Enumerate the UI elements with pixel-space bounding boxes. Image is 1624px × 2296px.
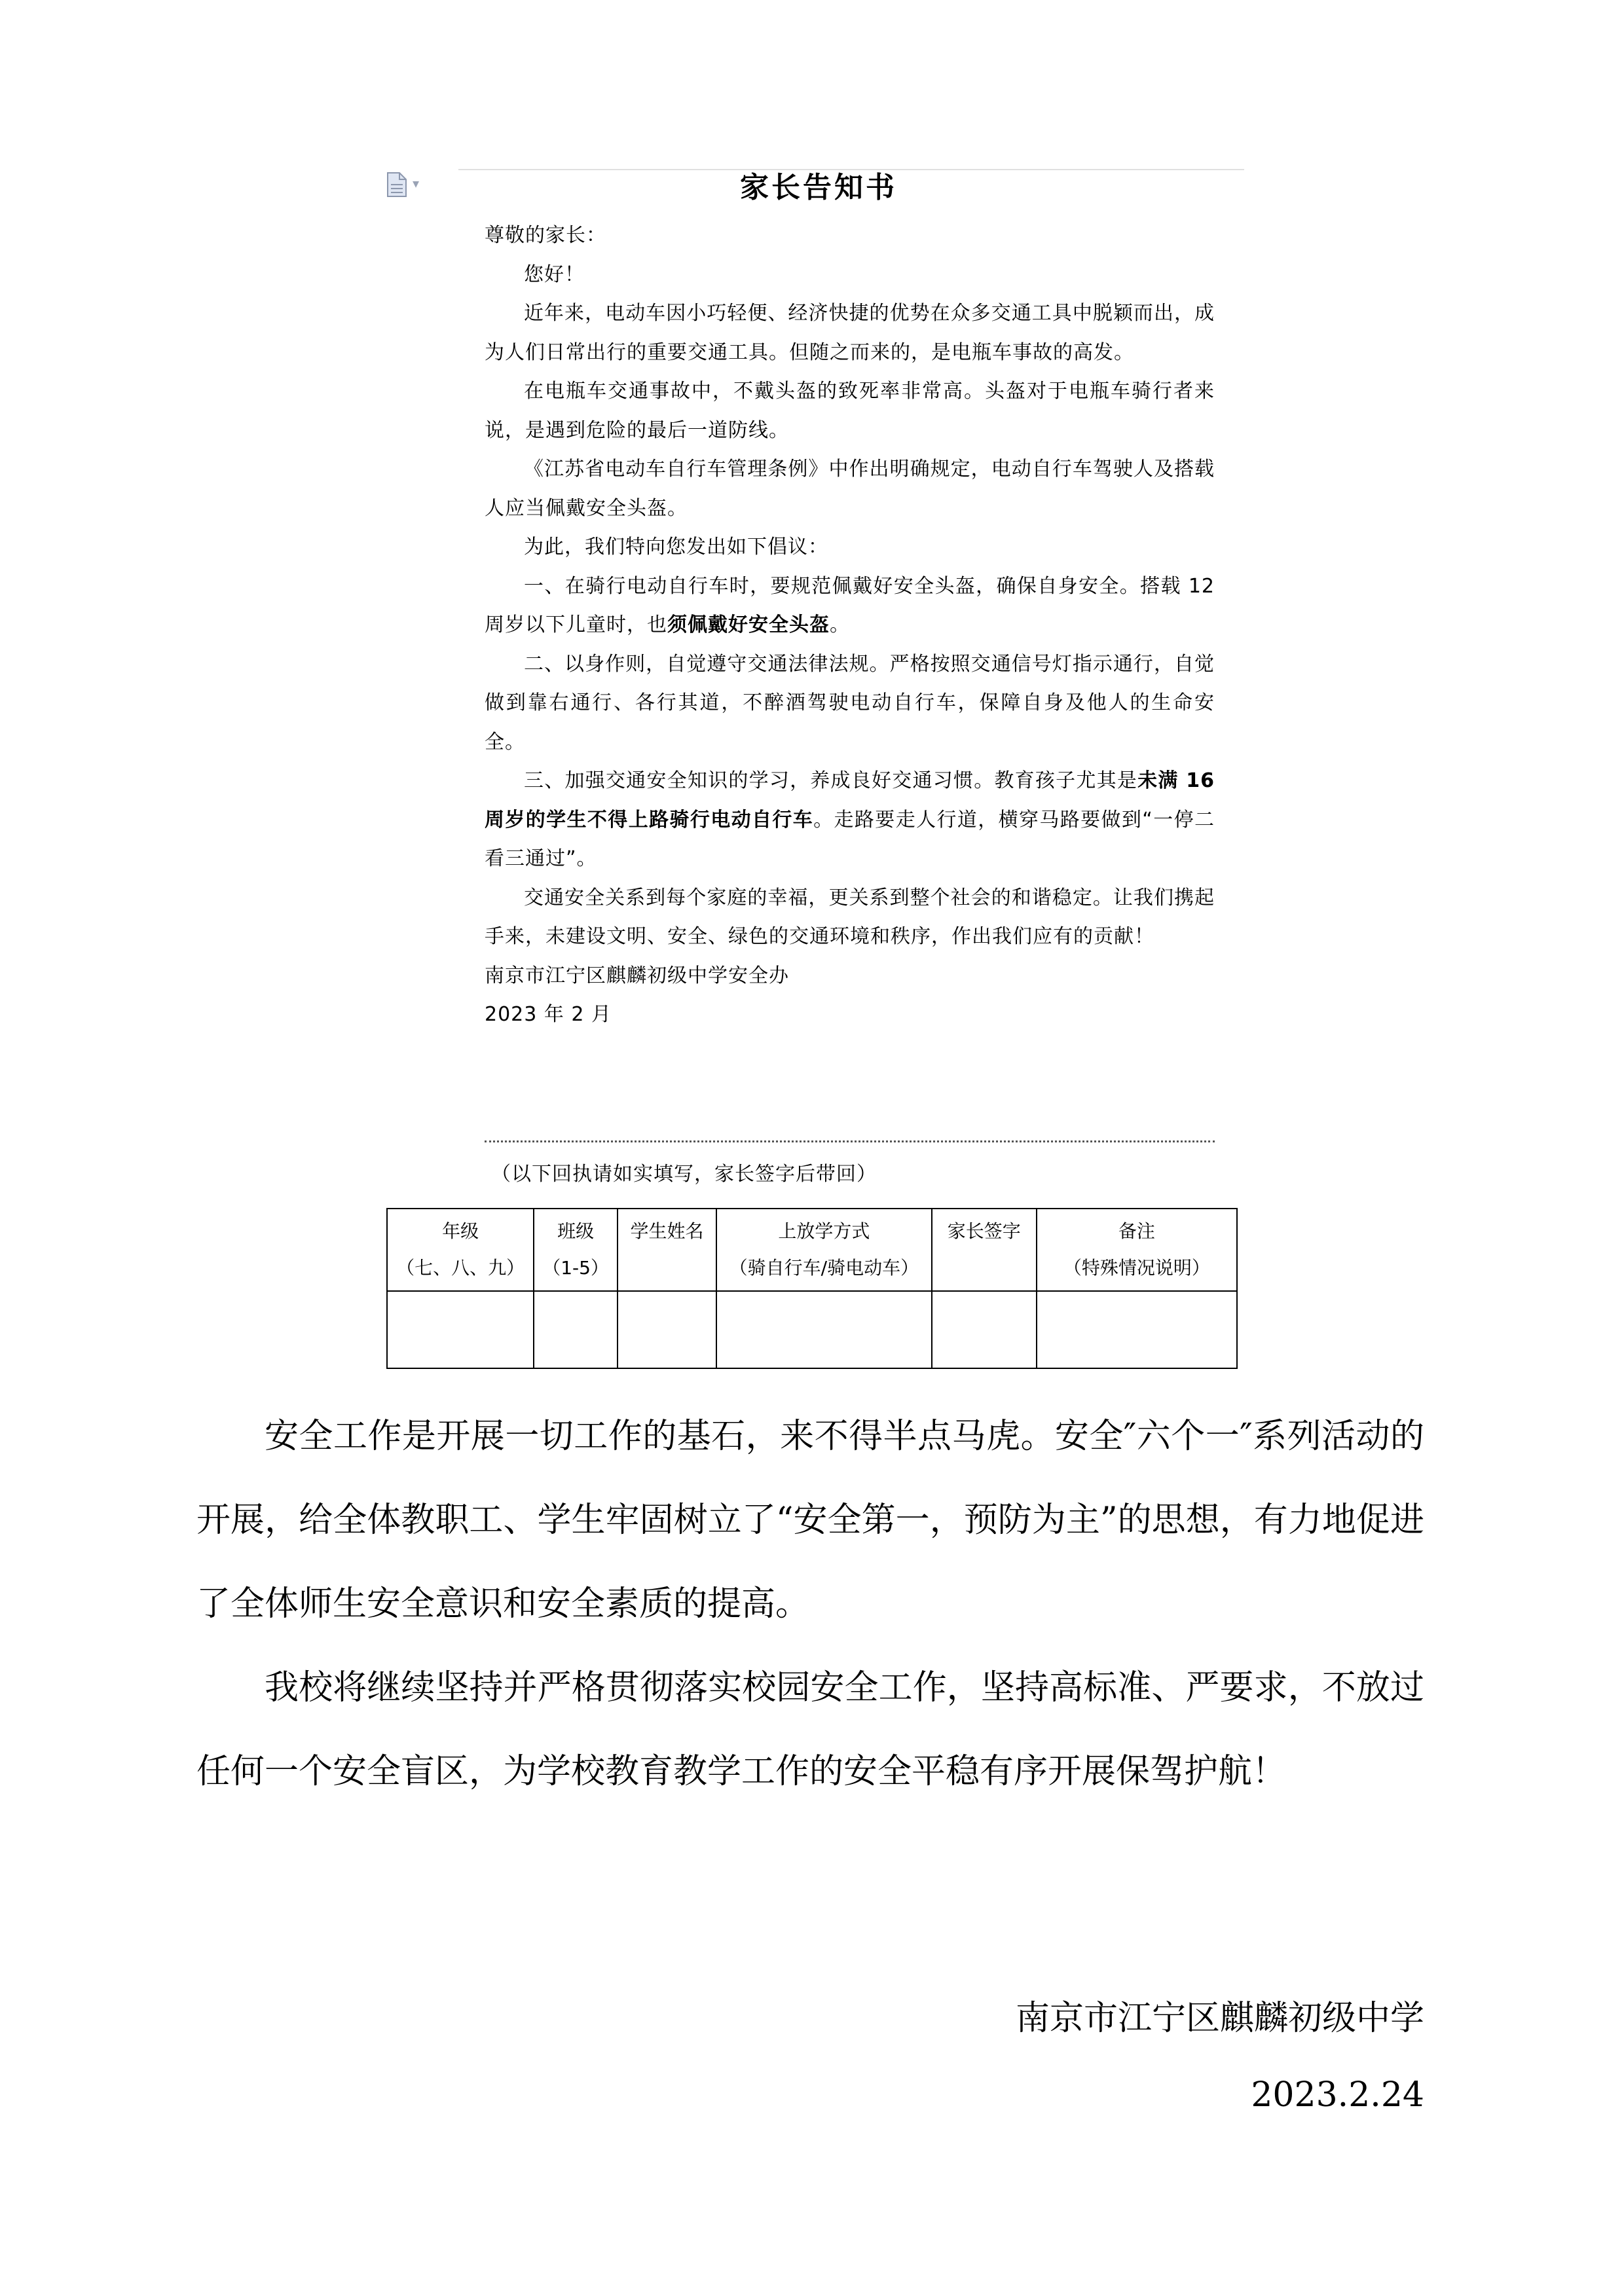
receipt-note: （以下回执请如实填写，家长签字后带回） bbox=[491, 1163, 877, 1186]
notice-signature: 南京市江宁区麒麟初级中学安全办 bbox=[485, 964, 789, 987]
table-header-cell: 家长签字 bbox=[932, 1209, 1037, 1291]
chevron-down-icon: ▾ bbox=[413, 175, 420, 191]
notice-paragraph: 交通安全关系到每个家庭的幸福，更关系到整个社会的和谐稳定。让我们携起手来，未建设文明、安全、绿色的交通环境和秩序，作出我们应有的贡献！ bbox=[485, 886, 1215, 948]
table-row bbox=[387, 1291, 1237, 1368]
table-cell bbox=[534, 1291, 618, 1368]
article-paragraph: 我校将继续坚持并严格贯彻落实校园安全工作，坚持高标准、严要求，不放过任何一个安全盲区，为学校教育教学工作的安全平稳有序开展保驾护航！ bbox=[196, 1668, 1424, 1791]
notice-proposal-2: 二、以身作则，自觉遵守交通法律法规。严格按照交通信号灯指示通行，自觉做到靠右通行、各行其道，不醉酒驾驶电动自行车，保障自身及他人的生命安全。 bbox=[485, 652, 1215, 754]
parent-notice-image bbox=[393, 164, 1244, 1388]
notice-date: 2023 年 2 月 bbox=[485, 1003, 612, 1026]
table-header-cell: 学生姓名 bbox=[618, 1209, 716, 1291]
notice-paragraph: 为此，我们特向您发出如下倡议： bbox=[524, 536, 828, 558]
table-cell bbox=[716, 1291, 931, 1368]
notice-salutation: 尊敬的家长： bbox=[485, 224, 606, 247]
table-header-cell: 班级 （1-5） bbox=[534, 1209, 618, 1291]
table-header-cell: 上放学方式 （骑自行车/骑电动车） bbox=[716, 1209, 931, 1291]
table-header-cell: 备注 （特殊情况说明） bbox=[1037, 1209, 1237, 1291]
article-body bbox=[196, 1394, 1424, 1813]
footer-date: 2023.2.24 bbox=[1251, 2075, 1424, 2115]
footer-organization: 南京市江宁区麒麟初级中学 bbox=[1015, 1999, 1424, 2038]
notice-proposal-1: 一、在骑行电动自行车时，要规范佩戴好安全头盔，确保自身安全。搭载 12 周岁以下儿童时，也须佩戴好安全头盔。 bbox=[485, 574, 1215, 636]
notice-bold-text: 未满 16 周岁的学生不得上路骑行电动自行车 bbox=[485, 769, 1215, 831]
tear-off-line bbox=[485, 1140, 1215, 1142]
table-header-row bbox=[387, 1209, 1237, 1291]
table-cell bbox=[387, 1291, 534, 1368]
notice-title: 家长告知书 bbox=[740, 171, 897, 204]
notice-bold-text: 须佩戴好安全头盔 bbox=[667, 613, 830, 636]
notice-body bbox=[485, 216, 1215, 1034]
notice-paragraph: 《江苏省电动车自行车管理条例》中作出明确规定，电动自行车驾驶人及搭载人应当佩戴安全头盔。 bbox=[485, 458, 1215, 520]
receipt-table bbox=[386, 1208, 1238, 1369]
notice-paragraph: 近年来，电动车因小巧轻便、经济快捷的优势在众多交通工具中脱颖而出，成为人们日常出行的重要交通工具。但随之而来的，是电瓶车事故的高发。 bbox=[485, 302, 1215, 364]
notice-paragraph: 在电瓶车交通事故中，不戴头盔的致死率非常高。头盔对于电瓶车骑行者来说，是遇到危险的最后一道防线。 bbox=[485, 380, 1215, 442]
table-cell bbox=[1037, 1291, 1237, 1368]
article-paragraph: 安全工作是开展一切工作的基石，来不得半点马虎。安全″六个一″系列活动的开展，给全体教职工、学生牢固树立了“安全第一，预防为主”的思想，有力地促进了全体师生安全意识和安全素质的提高。 bbox=[196, 1417, 1424, 1624]
notice-proposal-3: 三、加强交通安全知识的学习，养成良好交通习惯。教育孩子尤其是未满 16 周岁的学生不得上路骑行电动自行车。走路要走人行道，横穿马路要做到“一停二看三通过”。 bbox=[485, 769, 1215, 870]
table-header-cell: 年级 （七、八、九） bbox=[387, 1209, 534, 1291]
table-cell bbox=[618, 1291, 716, 1368]
notice-greeting: 您好！ bbox=[524, 263, 585, 286]
table-cell bbox=[932, 1291, 1037, 1368]
